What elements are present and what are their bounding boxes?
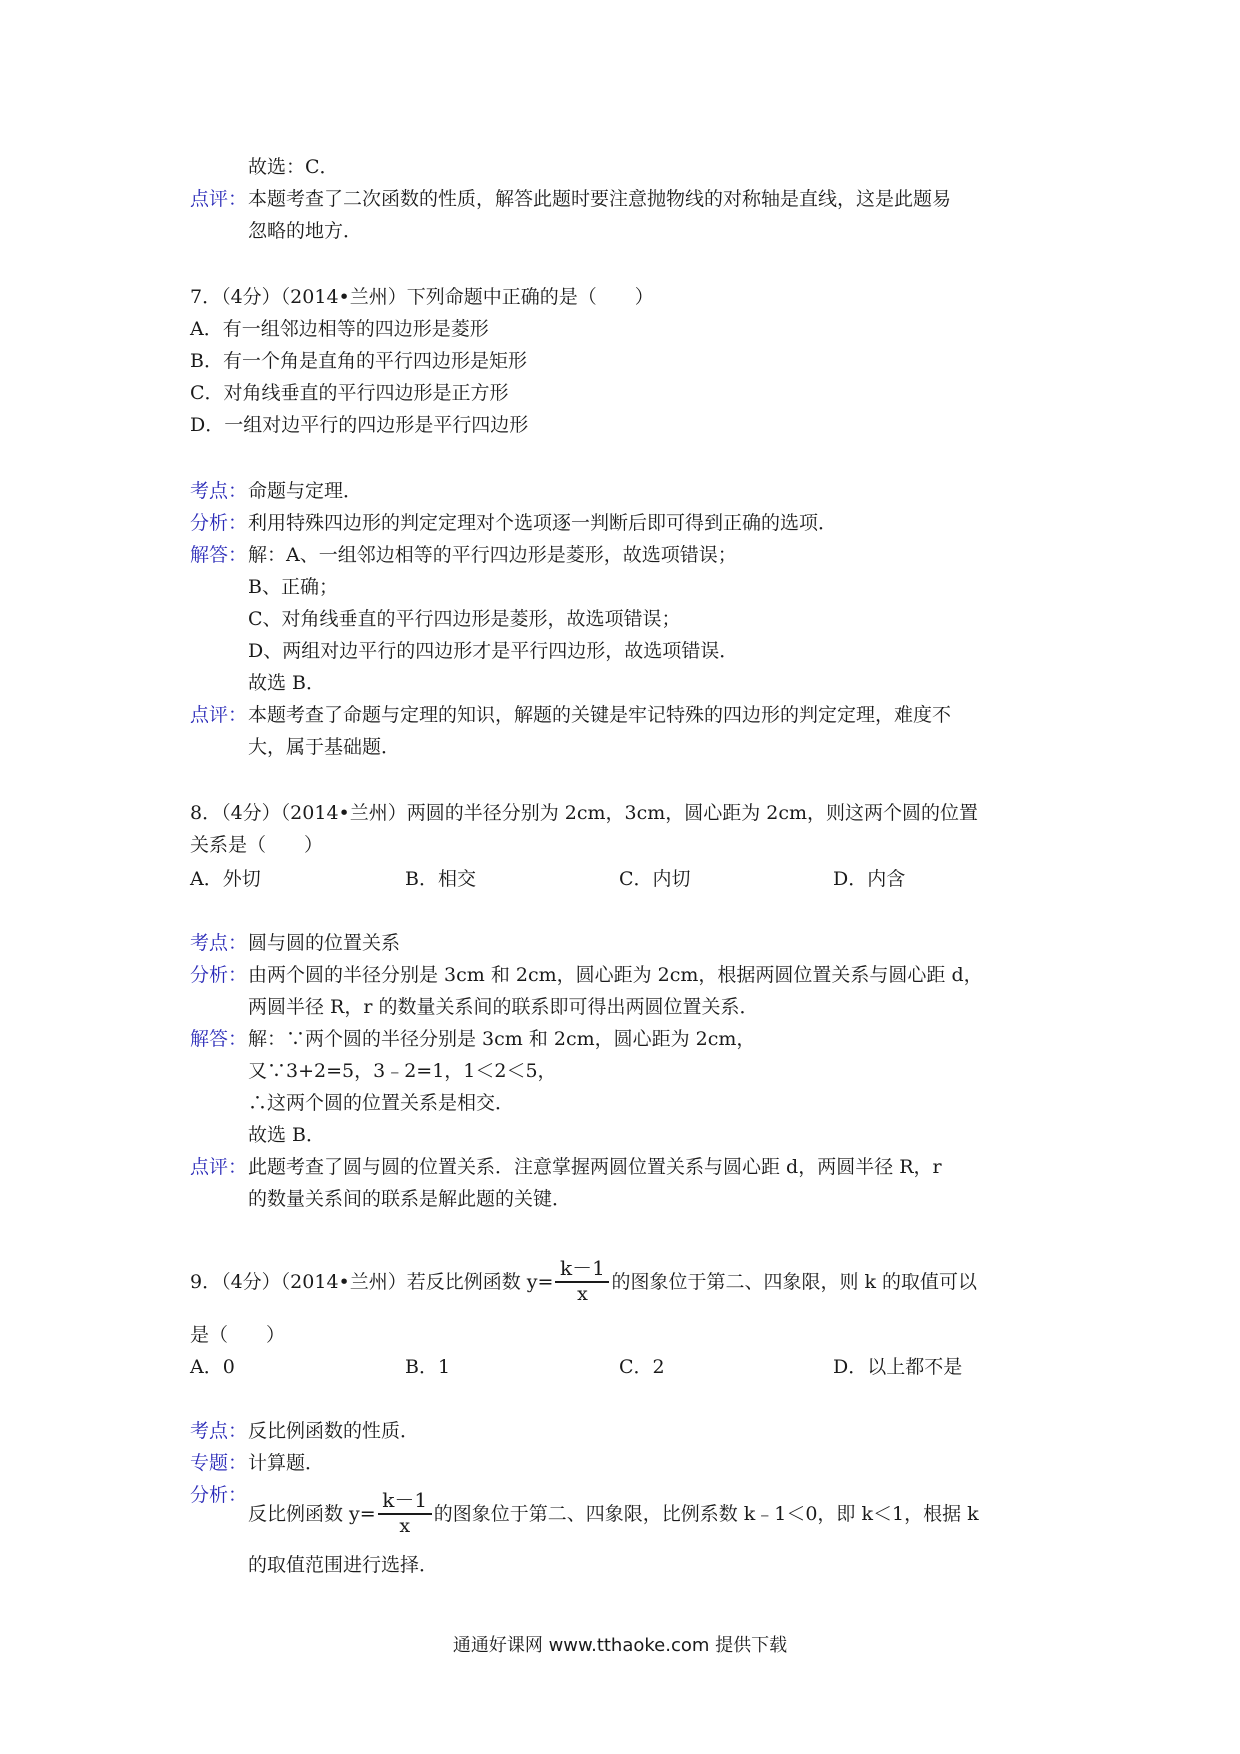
- kaodian-text: 圆与圆的位置关系: [248, 932, 401, 954]
- dianping-text: 的数量关系间的联系是解此题的关键．: [248, 1188, 572, 1210]
- fenxi-label: 分析：: [190, 964, 248, 986]
- fenxi-text: 两圆半径 R，r 的数量关系间的联系即可得出两圆位置关系．: [248, 996, 759, 1018]
- jieda-text: 又∵3+2=5，3﹣2=1，1＜2＜5，: [248, 1060, 557, 1082]
- option-d: D．以上都不是: [833, 1356, 963, 1378]
- jieda-text: 解：∵两个圆的半径分别是 3cm 和 2cm，圆心距为 2cm，: [248, 1028, 756, 1050]
- option-a: A．0: [190, 1356, 235, 1378]
- dianping-label: 点评：: [190, 1156, 248, 1178]
- question-7-stem: 7．（4分）（2014•兰州）下列命题中正确的是（ ）: [190, 286, 654, 308]
- option-d: D．内含: [833, 868, 906, 890]
- jieda-text: ∴这两个圆的位置关系是相交．: [248, 1092, 515, 1114]
- option-c: C．2: [619, 1356, 665, 1378]
- question-9-stem: 是（ ）: [190, 1324, 286, 1346]
- stem-text: 的图象位于第二、四象限，则 k 的取值可以: [611, 1271, 978, 1293]
- fenxi-text: [248, 1490, 979, 1538]
- fenxi-text-post: 的图象位于第二、四象限，比例系数 k﹣1＜0，即 k＜1，根据 k: [433, 1503, 979, 1525]
- option-d: D．一组对边平行的四边形是平行四边形: [190, 414, 529, 436]
- jieda-text: 故选 B．: [248, 672, 326, 694]
- review-text: 忽略的地方．: [248, 220, 363, 242]
- jieda-label: 解答：: [190, 544, 248, 566]
- dianping-text: 大，属于基础题．: [248, 736, 401, 758]
- review-text: 本题考查了二次函数的性质，解答此题时要注意抛物线的对称轴是直线，这是此题易: [248, 188, 952, 210]
- fraction: [555, 1256, 609, 1307]
- kaodian-label: 考点：: [190, 1420, 248, 1442]
- kaodian-text: 命题与定理．: [248, 480, 363, 502]
- option-a: A．有一组邻边相等的四边形是菱形: [190, 318, 489, 340]
- fraction-numerator: k－1: [382, 1488, 428, 1512]
- kaodian-text: 反比例函数的性质．: [248, 1420, 420, 1442]
- question-8-stem: 8．（4分）（2014•兰州）两圆的半径分别为 2cm，3cm，圆心距为 2cm，则这两个圆的位置: [190, 802, 979, 824]
- review-label: 点评：: [190, 188, 248, 210]
- jieda-text: 故选 B．: [248, 1124, 326, 1146]
- jieda-text: D、两组对边平行的四边形才是平行四边形，故选项错误．: [248, 640, 739, 662]
- jieda-text: C、对角线垂直的平行四边形是菱形，故选项错误；: [248, 608, 681, 630]
- dianping-text: 此题考查了圆与圆的位置关系．注意掌握两圆位置关系与圆心距 d，两圆半径 R，r: [248, 1156, 942, 1178]
- option-b: B．相交: [405, 868, 476, 890]
- jieda-label: 解答：: [190, 1028, 248, 1050]
- zhuanti-label: 专题：: [190, 1452, 248, 1474]
- fenxi-text: 的取值范围进行选择．: [248, 1554, 439, 1576]
- fenxi-text: 由两个圆的半径分别是 3cm 和 2cm，圆心距为 2cm，根据两圆位置关系与圆心距 d，: [248, 964, 983, 986]
- kaodian-label: 考点：: [190, 932, 248, 954]
- dianping-label: 点评：: [190, 704, 248, 726]
- kaodian-label: 考点：: [190, 480, 248, 502]
- fenxi-text: 利用特殊四边形的判定定理对个选项逐一判断后即可得到正确的选项．: [248, 512, 838, 534]
- fenxi-label: 分析：: [190, 1484, 248, 1506]
- option-c: C．对角线垂直的平行四边形是正方形: [190, 382, 509, 404]
- jieda-text: 解：A、一组邻边相等的平行四边形是菱形，故选项错误；: [248, 544, 737, 566]
- stem-text: 9．（4分）（2014•兰州）若反比例函数 y=: [190, 1271, 554, 1293]
- fenxi-text-pre: 反比例函数 y=: [248, 1503, 376, 1525]
- question-9-stem: [190, 1258, 977, 1306]
- fraction: [378, 1488, 432, 1539]
- jieda-text: B、正确；: [248, 576, 338, 598]
- fenxi-label: 分析：: [190, 512, 248, 534]
- option-c: C．内切: [619, 868, 691, 890]
- option-b: B．有一个角是直角的平行四边形是矩形: [190, 350, 527, 372]
- option-b: B．1: [405, 1356, 451, 1378]
- dianping-text: 本题考查了命题与定理的知识，解题的关键是牢记特殊的四边形的判定定理，难度不: [248, 704, 952, 726]
- footer-credit: 通通好课网 www.tthaoke.com 提供下载: [452, 1635, 788, 1656]
- fraction-denominator: x: [577, 1283, 588, 1305]
- fraction-denominator: x: [399, 1515, 411, 1537]
- option-a: A．外切: [190, 868, 261, 890]
- question-8-stem: 关系是（ ）: [190, 834, 324, 856]
- choice-line: 故选：C．: [248, 156, 339, 178]
- fraction-numerator: k－1: [560, 1256, 605, 1280]
- zhuanti-text: 计算题．: [248, 1452, 325, 1474]
